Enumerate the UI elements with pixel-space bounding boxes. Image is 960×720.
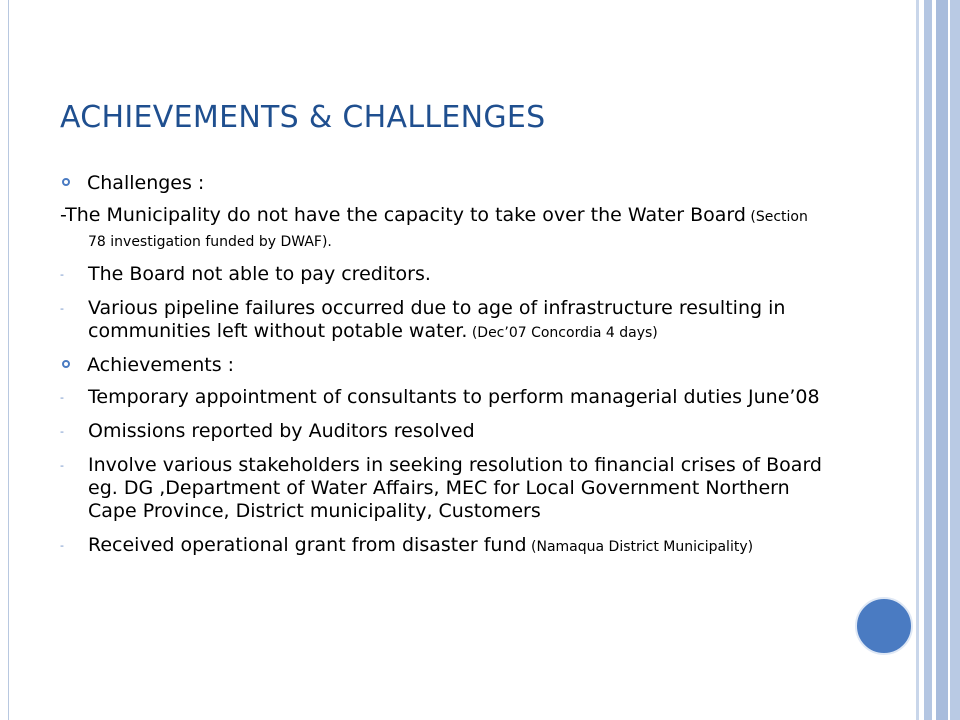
list-item-main: Omissions reported by Auditors resolved	[88, 420, 475, 442]
list-item	[60, 454, 830, 525]
right-frame-stripe	[936, 0, 948, 720]
list-item-main: Received operational grant from disaster fund	[88, 534, 527, 556]
right-frame-stripe	[916, 0, 919, 720]
circle-bullet-icon	[62, 178, 70, 186]
list-item-note: (Namaqua District Municipality)	[526, 539, 754, 555]
achievements-heading-row	[60, 354, 830, 377]
dash-bullet-icon: -	[60, 302, 64, 315]
challenge-list	[60, 263, 830, 345]
list-item-main: The Board not able to pay creditors.	[88, 263, 431, 285]
left-frame-line	[8, 0, 9, 720]
list-item-main: Various pipeline failures occurred due to age of infrastructure resulting in communities left without potable water.	[88, 297, 786, 342]
right-frame-stripe	[950, 0, 960, 720]
list-item	[60, 420, 830, 445]
list-item-text	[88, 420, 475, 445]
challenge-intro-note: (Section 78 investigation funded by DWAF).	[88, 209, 808, 250]
dash-bullet-icon: -	[60, 391, 64, 404]
list-item-text	[88, 534, 753, 559]
list-item	[60, 263, 830, 288]
list-item-text	[88, 454, 830, 525]
challenge-intro-row	[60, 204, 830, 254]
list-item	[60, 534, 830, 559]
challenge-intro-text: -The Municipality do not have the capacity to take over the Water Board	[60, 204, 746, 226]
list-item-main: Involve various stakeholders in seeking resolution to financial crises of Board eg. DG ,Department of Water Affairs, MEC for Local Government Northern Cape Province, District municipality, Customers	[88, 454, 822, 522]
challenges-heading-row	[60, 172, 830, 195]
list-item-main: Temporary appointment of consultants to perform managerial duties June’08	[88, 386, 820, 408]
list-item-text	[88, 263, 431, 288]
decorative-circle	[855, 597, 913, 655]
right-frame-stripe	[924, 0, 932, 720]
challenge-intro	[60, 204, 830, 254]
slide-title: ACHIEVEMENTS & CHALLENGES	[60, 100, 546, 135]
dash-bullet-icon: -	[60, 459, 64, 472]
list-item-text	[88, 297, 830, 345]
achievement-list	[60, 386, 830, 559]
dash-bullet-icon: -	[60, 539, 64, 552]
list-item	[60, 386, 830, 411]
dash-bullet-icon: -	[60, 425, 64, 438]
slide-body	[60, 172, 830, 568]
list-item-note: (Dec’07 Concordia 4 days)	[467, 325, 658, 341]
list-item	[60, 297, 830, 345]
dash-bullet-icon: -	[60, 268, 64, 281]
list-item-text	[88, 386, 820, 411]
circle-bullet-icon	[62, 360, 70, 368]
achievements-heading: Achievements :	[87, 354, 235, 376]
challenges-heading: Challenges :	[87, 172, 205, 194]
